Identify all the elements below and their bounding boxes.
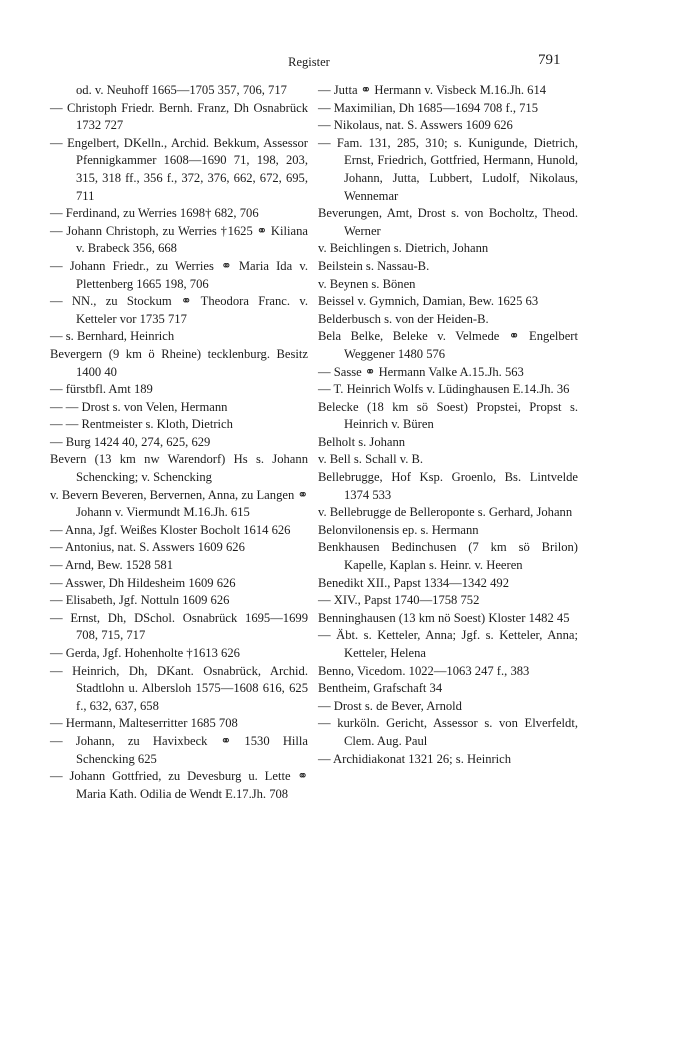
index-entry: v. Bell s. Schall v. B.	[318, 452, 424, 467]
index-entry: Belderbusch s. von der Heiden-B.	[318, 311, 489, 326]
index-entry: — — Drost s. von Velen, Hermann	[50, 399, 228, 414]
index-entry: — Burg 1424 40, 274, 625, 629	[50, 434, 211, 449]
index-entry: — Johann Christoph, zu Werries †1625 ⚭ Kiliana v. Brabeck 356, 668	[50, 223, 308, 256]
index-entry: — T. Heinrich Wolfs v. Lüdinghausen E.14.Jh. 36	[318, 382, 570, 397]
index-entry: v. Beynen s. Bönen	[318, 276, 416, 291]
index-entry: v. Beichlingen s. Dietrich, Johann	[318, 241, 489, 256]
index-entry: v. Bellebrugge de Belleroponte s. Gerhard, Johann	[318, 505, 573, 520]
index-entry: od. v. Neuhoff 1665—1705 357, 706, 717	[76, 83, 287, 97]
index-entry: — Äbt. s. Ketteler, Anna; Jgf. s. Ketteler, Anna; Ketteler, Helena	[318, 628, 578, 660]
index-entry: — Johann Friedr., zu Werries ⚭ Maria Ida v. Plettenberg 1665 198, 706	[50, 258, 308, 291]
index-entry: — Drost s. de Bever, Arnold	[318, 698, 462, 713]
left-column	[50, 82, 308, 803]
index-entry: — Sasse ⚭ Hermann Valke A.15.Jh. 563	[318, 364, 524, 379]
index-entry: — Heinrich, Dh, DKant. Osnabrück, Archid. Stadtlohn u. Albersloh 1575—1608 616, 625 f., 632, 637, 658	[50, 663, 308, 713]
index-entry: — — Rentmeister s. Kloth, Dietrich	[50, 417, 233, 432]
index-entry: — fürstbfl. Amt 189	[50, 382, 153, 397]
index-entry: — Anna, Jgf. Weißes Kloster Bocholt 1614 626	[50, 522, 291, 537]
index-entry: Benninghausen (13 km nö Soest) Kloster 1482 45	[318, 610, 570, 625]
running-header-title: Register	[288, 55, 330, 69]
index-entry: — Johann, zu Havixbeck ⚭ 1530 Hilla Schencking 625	[50, 733, 308, 766]
index-entry: — Nikolaus, nat. S. Asswers 1609 626	[318, 118, 513, 133]
index-entry: Belonvilonensis ep. s. Hermann	[318, 522, 479, 537]
right-column	[318, 82, 578, 768]
index-entry: Benno, Vicedom. 1022—1063 247 f., 383	[318, 663, 530, 678]
index-entry: — Archidiakonat 1321 26; s. Heinrich	[318, 751, 512, 766]
index-entry: — Fam. 131, 285, 310; s. Kunigunde, Dietrich, Ernst, Friedrich, Gottfried, Hermann, Hunold, Johann, Jutta, Lubbert, Ludolf, Nikolaus, Wennemar	[318, 135, 578, 203]
index-entry: — NN., zu Stockum ⚭ Theodora Franc. v. Ketteler vor 1735 717	[50, 294, 308, 326]
index-entry: Beissel v. Gymnich, Damian, Bew. 1625 63	[318, 294, 539, 309]
index-entry: — Maximilian, Dh 1685—1694 708 f., 715	[318, 100, 539, 115]
index-entry: — Ernst, Dh, DSchol. Osnabrück 1695—1699 708, 715, 717	[50, 610, 308, 643]
index-entry: v. Bevern Beveren, Bervernen, Anna, zu Langen ⚭ Johann v. Viermundt M.16.Jh. 615	[50, 487, 308, 520]
index-entry: Bellebrugge, Hof Ksp. Groenlo, Bs. Lintvelde 1374 533	[318, 470, 578, 502]
index-entry: Benedikt XII., Papst 1334—1342 492	[318, 575, 509, 590]
index-entry: — Asswer, Dh Hildesheim 1609 626	[50, 575, 236, 590]
index-entry: — Elisabeth, Jgf. Nottuln 1609 626	[50, 593, 230, 608]
index-entry: Belecke (18 km sö Soest) Propstei, Propst s. Heinrich v. Büren	[318, 399, 578, 432]
index-entry: — Johann Gottfried, zu Devesburg u. Lette ⚭ Maria Kath. Odilia de Wendt E.17.Jh. 708	[50, 769, 308, 801]
index-entry: Beverungen, Amt, Drost s. von Bocholtz, Theod. Werner	[318, 206, 578, 238]
index-entry: Bevern (13 km nw Warendorf) Hs s. Johann Schencking; v. Schencking	[50, 452, 308, 485]
index-entry: — XIV., Papst 1740—1758 752	[318, 593, 480, 608]
index-entry: Beilstein s. Nassau-B.	[318, 258, 430, 273]
index-entry: Belholt s. Johann	[318, 434, 406, 449]
index-entry: — Engelbert, DKelln., Archid. Bekkum, Assessor Pfennigkammer 1608—1690 71, 198, 203, 315, 318 ff., 356 f., 372, 376, 662, 672, 695, 711	[50, 135, 308, 203]
index-entry: Bentheim, Grafschaft 34	[318, 681, 443, 696]
index-entry: — s. Bernhard, Heinrich	[50, 329, 175, 344]
index-entry: Bevergern (9 km ö Rheine) tecklenburg. Besitz 1400 40	[50, 346, 308, 379]
index-entry: — Christoph Friedr. Bernh. Franz, Dh Osnabrück 1732 727	[50, 100, 308, 133]
page-number: 791	[538, 52, 561, 68]
index-entry: — Arnd, Bew. 1528 581	[50, 558, 174, 573]
index-entry: — Ferdinand, zu Werries 1698† 682, 706	[50, 206, 259, 221]
index-entry: — Hermann, Malteserritter 1685 708	[50, 716, 238, 731]
index-entry: — Antonius, nat. S. Asswers 1609 626	[50, 540, 245, 555]
index-entry: — Gerda, Jgf. Hohenholte †1613 626	[50, 646, 240, 660]
index-entry: — Jutta ⚭ Hermann v. Visbeck M.16.Jh. 614	[318, 83, 547, 97]
index-entry: Bela Belke, Beleke v. Velmede ⚭ Engelbert Weggener 1480 576	[318, 329, 578, 361]
index-entry: Benkhausen Bedinchusen (7 km sö Brilon) Kapelle, Kaplan s. Heinr. v. Heeren	[318, 540, 578, 573]
index-entry: — kurköln. Gericht, Assessor s. von Elverfeldt, Clem. Aug. Paul	[318, 716, 578, 748]
